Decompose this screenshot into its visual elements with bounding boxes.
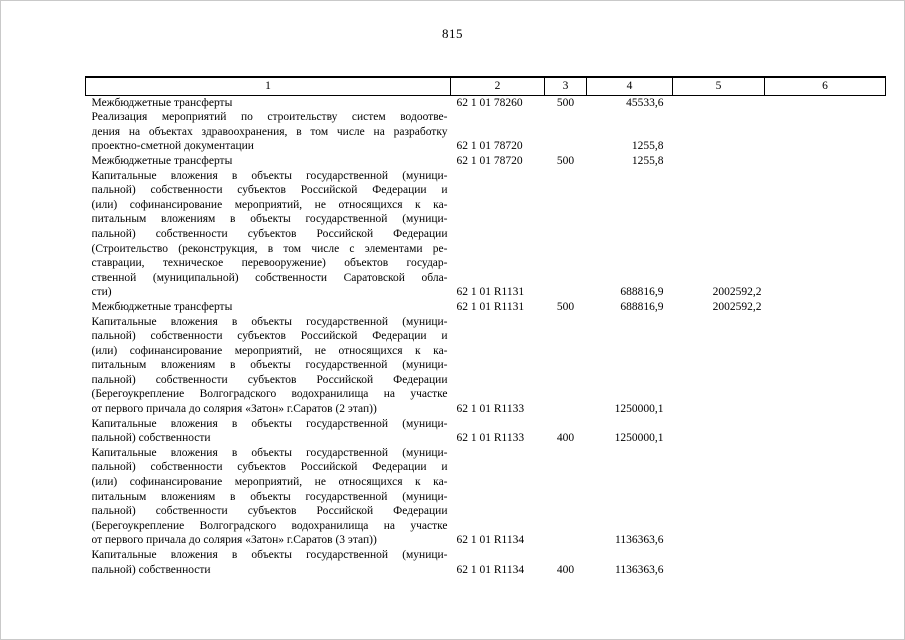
table-row: [86, 548, 886, 577]
column-header-1: 1: [86, 77, 451, 95]
table-row: [86, 300, 886, 315]
row-amount-1: 45533,6: [626, 96, 664, 109]
row-description: [86, 446, 451, 548]
row-description-line: Межбюджетные трансферты: [91, 300, 233, 313]
row-expense-type: [545, 446, 587, 548]
page-number: 815: [442, 26, 463, 41]
row-amount-1: 1136363,6: [615, 563, 664, 576]
row-code: 62 1 01 78720: [456, 154, 523, 167]
row-description-line: Межбюджетные трансферты: [91, 96, 233, 109]
row-expense-type: 500: [556, 154, 575, 167]
row-description-line: пальной) собственности субъектов Российской Федерации: [91, 227, 448, 240]
row-description-line: Реализация мероприятий по строительству систем водоотве-: [91, 111, 448, 124]
row-description-line: (Берегоукрепление Волгоградского водохранилища на участке: [91, 519, 448, 532]
row-description: [86, 154, 451, 169]
row-description: [86, 315, 451, 417]
row-expense-type: 400: [556, 432, 575, 445]
row-amount-2: [673, 446, 765, 548]
row-amount-2: 2002592,2: [712, 300, 762, 313]
row-code: 62 1 01 R1133: [456, 432, 525, 445]
row-description-line: питальным вложениям в объекты государственной (муници-: [91, 490, 448, 503]
row-description: [86, 417, 451, 446]
row-amount-1: 688816,9: [620, 300, 664, 313]
row-code: 62 1 01 R1131: [456, 300, 525, 313]
row-description: [86, 110, 451, 154]
row-description: [86, 548, 451, 577]
row-description: [86, 300, 451, 315]
row-description-line: пальной) собственности: [91, 432, 211, 445]
row-description-line: пальной) собственности субъектов Российской Федерации и: [91, 461, 448, 474]
row-amount-2: [673, 154, 765, 169]
row-amount-2: [673, 548, 765, 577]
row-amount-3: [765, 417, 886, 446]
row-description-line: Капитальные вложения в объекты государственной (муници-: [91, 169, 448, 182]
row-amount-1: 1255,8: [631, 140, 664, 153]
row-amount-1: 1255,8: [631, 154, 664, 167]
row-description-line: питальным вложениям в объекты государственной (муници-: [91, 359, 448, 372]
row-expense-type: 400: [556, 563, 575, 576]
row-amount-3: [765, 95, 886, 110]
table-row: [86, 110, 886, 154]
row-description-line: (или) софинансирование мероприятий, не относящихся к ка-: [91, 476, 448, 489]
row-description: [86, 169, 451, 300]
table-row: [86, 446, 886, 548]
row-description-line: (или) софинансирование мероприятий, не относящихся к ка-: [91, 344, 448, 357]
row-description-line: пальной) собственности субъектов Российской Федерации: [91, 505, 448, 518]
row-amount-3: [765, 110, 886, 154]
column-header-3: 3: [545, 77, 587, 95]
row-amount-1: 1136363,6: [615, 534, 664, 547]
row-code: 62 1 01 R1131: [456, 286, 525, 299]
row-expense-type: [545, 110, 587, 154]
row-description-line: пальной) собственности субъектов Российской Федерации и: [91, 184, 448, 197]
row-description-line: Капитальные вложения в объекты государственной (муници-: [91, 549, 448, 561]
row-expense-type: 500: [556, 96, 575, 109]
row-description-line: Капитальные вложения в объекты государственной (муници-: [91, 417, 448, 430]
row-amount-2: [673, 110, 765, 154]
row-amount-3: [765, 446, 886, 548]
row-description-line: Капитальные вложения в объекты государственной (муници-: [91, 446, 448, 459]
row-code: 62 1 01 78720: [456, 140, 523, 153]
column-header-2: 2: [451, 77, 545, 95]
table-row: [86, 95, 886, 110]
row-amount-2: [673, 417, 765, 446]
row-code: 62 1 01 R1134: [456, 563, 525, 576]
row-description-line: пальной) собственности: [91, 563, 211, 576]
row-amount-2: 2002592,2: [712, 286, 762, 299]
row-amount-2: [673, 315, 765, 417]
row-description-line: (Строительство (реконструкция, в том числе с элементами ре-: [91, 242, 448, 255]
row-description-line: пальной) собственности субъектов Российской Федерации: [91, 373, 448, 386]
row-amount-3: [765, 154, 886, 169]
table-header: [86, 77, 886, 95]
row-amount-3: [765, 315, 886, 417]
table-row: [86, 169, 886, 300]
row-amount-1: 1250000,1: [614, 403, 664, 416]
table-row: [86, 154, 886, 169]
row-amount-3: [765, 548, 886, 577]
budget-table: [85, 76, 886, 577]
row-description-line: (Берегоукрепление Волгоградского водохранилища на участке: [91, 388, 448, 401]
row-description-line: проектно-сметной документации: [91, 140, 254, 153]
row-description-line: Межбюджетные трансферты: [91, 154, 233, 167]
row-description-line: от первого причала до солярия «Затон» г.Саратов (2 этап)): [91, 403, 377, 416]
row-expense-type: 500: [556, 300, 575, 313]
row-amount-1: 688816,9: [620, 286, 664, 299]
row-amount-1: 1250000,1: [614, 432, 664, 445]
table-body: [86, 95, 886, 577]
row-code: 62 1 01 78260: [456, 96, 523, 109]
row-amount-2: [673, 95, 765, 110]
row-expense-type: [545, 169, 587, 300]
row-description-line: сти): [91, 286, 112, 299]
row-expense-type: [545, 315, 587, 417]
row-amount-3: [765, 300, 886, 315]
column-header-6: 6: [765, 77, 886, 95]
row-code: 62 1 01 R1133: [456, 403, 525, 416]
row-description-line: (или) софинансирование мероприятий, не относящихся к ка-: [91, 198, 448, 211]
row-description-line: питальным вложениям в объекты государственной (муници-: [91, 213, 448, 226]
row-description-line: ставрации, техническое перевооружение) объектов государ-: [91, 257, 448, 270]
row-description-line: от первого причала до солярия «Затон» г.Саратов (3 этап)): [91, 534, 377, 547]
column-header-5: 5: [673, 77, 765, 95]
row-description-line: Капитальные вложения в объекты государственной (муници-: [91, 315, 448, 328]
row-description: [86, 95, 451, 110]
table-row: [86, 315, 886, 417]
row-code: 62 1 01 R1134: [456, 534, 525, 547]
row-amount-3: [765, 169, 886, 300]
row-description-line: пальной) собственности субъектов Российской Федерации и: [91, 330, 448, 343]
row-description-line: дения на объектах здравоохранения, в том числе на разработку: [91, 125, 448, 138]
table-header-row: [86, 77, 886, 95]
column-header-4: 4: [587, 77, 673, 95]
row-description-line: ственной (муниципальной) собственности Саратовской обла-: [91, 271, 448, 284]
table-row: [86, 417, 886, 446]
